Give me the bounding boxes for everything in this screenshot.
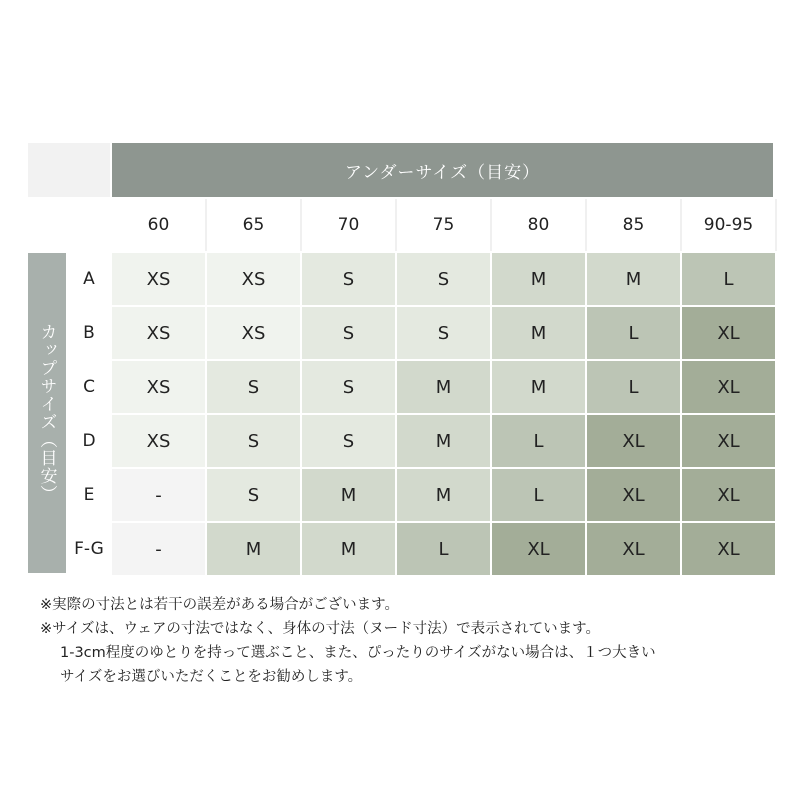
column-header: 80 <box>492 199 587 251</box>
size-cell: XL <box>682 307 775 359</box>
size-cell: M <box>397 469 490 521</box>
size-cell: S <box>302 415 395 467</box>
column-header: 75 <box>397 199 492 251</box>
cup-row-label: A <box>68 253 110 305</box>
size-cell: L <box>587 307 680 359</box>
under-size-header: アンダーサイズ（目安） <box>112 143 773 197</box>
size-cell: XS <box>112 253 205 305</box>
column-header: 60 <box>112 199 207 251</box>
size-cell: XS <box>112 415 205 467</box>
column-header: 90-95 <box>682 199 777 251</box>
size-cell: - <box>112 523 205 575</box>
size-cell: S <box>397 307 490 359</box>
notes <box>40 593 770 689</box>
size-cell: S <box>207 415 300 467</box>
cup-row-label: C <box>68 361 110 413</box>
cup-row-label: D <box>68 415 110 467</box>
cup-row-label: F-G <box>68 523 110 575</box>
column-header: 65 <box>207 199 302 251</box>
size-cell: XL <box>682 361 775 413</box>
size-cell: XL <box>682 523 775 575</box>
column-header: 85 <box>587 199 682 251</box>
size-cell: L <box>492 415 585 467</box>
size-cell: S <box>302 307 395 359</box>
size-cell: XL <box>587 523 680 575</box>
size-cell: S <box>302 253 395 305</box>
size-cell: M <box>207 523 300 575</box>
column-header: 70 <box>302 199 397 251</box>
note-line: ※実際の寸法とは若干の誤差がある場合がございます。 <box>40 597 399 613</box>
size-cell: M <box>492 361 585 413</box>
size-cell: L <box>587 361 680 413</box>
size-cell: L <box>682 253 775 305</box>
size-cell: L <box>492 469 585 521</box>
size-cell: - <box>112 469 205 521</box>
size-cell: L <box>397 523 490 575</box>
size-chart-table <box>28 143 773 573</box>
size-cell: M <box>397 415 490 467</box>
size-cell: XL <box>492 523 585 575</box>
size-cell: XL <box>682 415 775 467</box>
size-cell: M <box>302 523 395 575</box>
size-cell: M <box>492 307 585 359</box>
cup-row-label: B <box>68 307 110 359</box>
size-cell: XS <box>112 361 205 413</box>
size-cell: XS <box>112 307 205 359</box>
size-cell: M <box>492 253 585 305</box>
note-line: 1-3cm程度のゆとりを持って選ぶこと、また、ぴったりのサイズがない場合は、１つ大きい <box>60 645 656 661</box>
size-cell: S <box>302 361 395 413</box>
note-line: ※サイズは、ウェアの寸法ではなく、身体の寸法（ヌード寸法）で表示されています。 <box>40 621 600 637</box>
size-cell: XS <box>207 253 300 305</box>
size-cell: XL <box>587 415 680 467</box>
size-cell: M <box>397 361 490 413</box>
size-cell: S <box>207 469 300 521</box>
size-cell: XS <box>207 307 300 359</box>
size-cell: M <box>587 253 680 305</box>
table-corner <box>28 143 110 197</box>
size-cell: XL <box>682 469 775 521</box>
note-line: サイズをお選びいただくことをお勧めします。 <box>60 669 363 685</box>
size-cell: S <box>207 361 300 413</box>
size-cell: S <box>397 253 490 305</box>
size-cell: M <box>302 469 395 521</box>
size-cell: XL <box>587 469 680 521</box>
cup-size-header: カップサイズ（目安） <box>28 253 66 573</box>
cup-row-label: E <box>68 469 110 521</box>
